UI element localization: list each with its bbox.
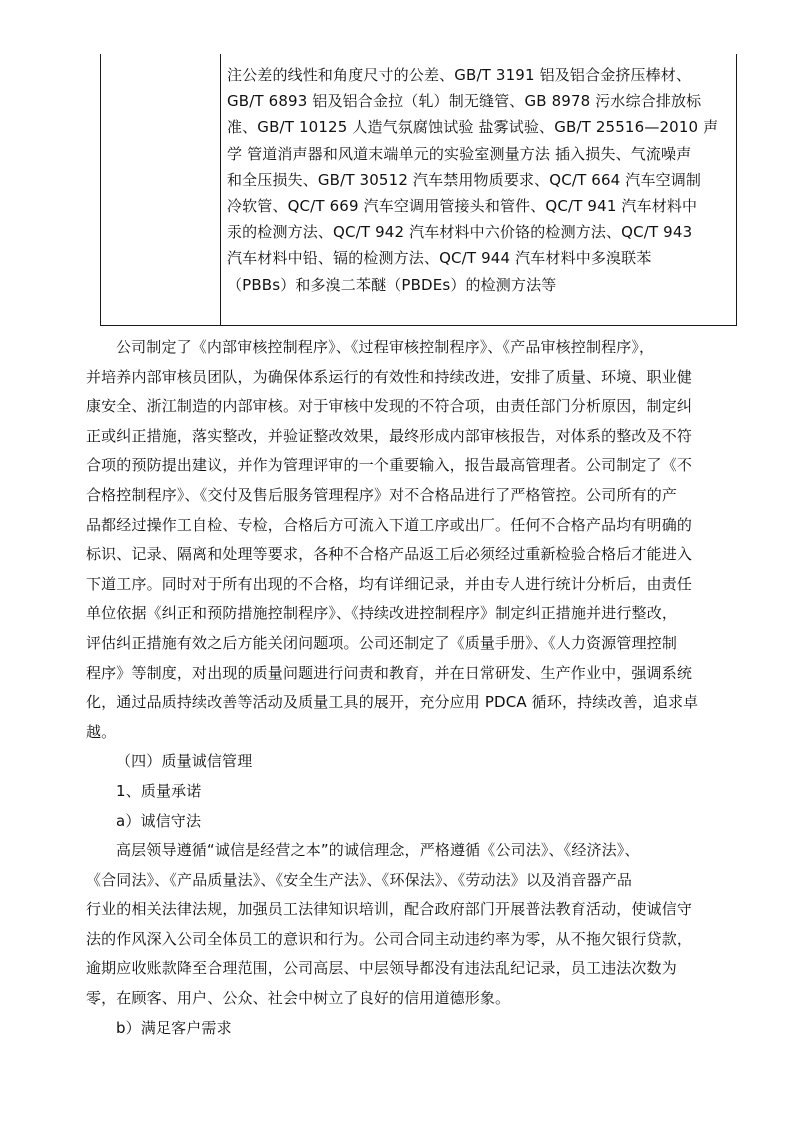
table-column-divider (220, 54, 221, 325)
body-text-line: 下道工序。同时对于所有出现的不合格，均有详细记录，并由专人进行统计分析后，由责任 (86, 574, 693, 593)
table-right-cell (227, 62, 732, 298)
table-cell-line: （PBBs）和多溴二苯醚（PBDEs）的检测方法等 (227, 275, 557, 294)
body-text-line: 程序》等制度，对出现的质量问题进行问责和教育，并在日常研发、生产作业中，强调系统 (86, 663, 693, 682)
table-cell-line: 和全压损失、GB/T 30512 汽车禁用物质要求、QC/T 664 汽车空调制 (227, 170, 702, 189)
body-text-line: 合项的预防提出建议，并作为管理评审的一个重要输入，报告最高管理者。公司制定了《不 (86, 456, 693, 475)
body-text-line: 品都经过操作工自检、专检，合格后方可流入下道工序或出厂。任何不合格产品均有明确的 (86, 515, 693, 534)
table-cell-line: 汽车材料中铅、镉的检测方法、QC/T 944 汽车材料中多溴联苯 (227, 249, 652, 268)
table-cell-line: 冷软管、QC/T 669 汽车空调用管接头和管件、QC/T 941 汽车材料中 (227, 197, 698, 216)
body-text-line: 越。 (86, 722, 117, 741)
body-text-line: b）满足客户需求 (116, 1018, 232, 1037)
table-cell-line: 准、GB/T 10125 人造气氛腐蚀试验 盐雾试验、GB/T 25516—2010 声 (227, 118, 719, 137)
body-text-line: 《合同法》、《产品质量法》、《安全生产法》、《环保法》、《劳动法》以及消音器产品 (86, 870, 633, 889)
table-cell-line: 注公差的线性和角度尺寸的公差、GB/T 3191 铝及铝合金挤压棒材、 (227, 66, 692, 84)
body-text-line: 化，通过品质持续改善等活动及质量工具的展开，充分应用 PDCA 循环，持续改善，追求卓 (86, 693, 699, 712)
body-text-line: 法的作风深入公司全体员工的意识和行为。公司合同主动违约率为零，从不拖欠银行贷款， (86, 929, 693, 948)
body-text-line: 评估纠正措施有效之后方能关闭问题项。公司还制定了《质量手册》、《人力资源管理控制 (86, 633, 678, 652)
body-text-line: 单位依据《纠正和预防措施控制程序》、《持续改进控制程序》制定纠正措施并进行整改， (86, 604, 678, 623)
body-text-line: 正或纠正措施，落实整改，并验证整改效果，最终形成内部审核报告，对体系的整改及不符 (86, 426, 693, 445)
table-cell-line: 汞的检测方法、QC/T 942 汽车材料中六价铬的检测方法、QC/T 943 (227, 223, 693, 242)
table-cell-line: 学 管道消声器和风道末端单元的实验室测量方法 插入损失、气流噪声 (227, 144, 692, 163)
body-text (86, 333, 726, 1043)
body-text-line: （四）质量诚信管理 (116, 752, 253, 771)
body-text-line: 高层领导遵循“诚信是经营之本”的诚信理念，严格遵循《公司法》、《经济法》、 (116, 841, 640, 860)
body-text-line: 逾期应收账款降至合理范围，公司高层、中层领导都没有违法乱纪记录，员工违法次数为 (86, 959, 677, 978)
table-cell-line: GB/T 6893 铝及铝合金拉（轧）制无缝管、GB 8978 污水综合排放标 (227, 92, 702, 111)
body-text-line: 康安全、浙江制造的内部审核。对于审核中发现的不符合项，由责任部门分析原因，制定纠 (86, 397, 693, 416)
body-text-line: 并培养内部审核员团队，为确保体系运行的有效性和持续改进，安排了质量、环境、职业健 (86, 367, 693, 386)
body-text-line: 标识、记录、隔离和处理等要求，各种不合格产品返工后必须经过重新检验合格后才能进入 (86, 545, 693, 564)
body-text-line: 行业的相关法律法规，加强员工法律知识培训，配合政府部门开展普法教育活动，使诚信守 (86, 900, 693, 919)
body-text-line: 1、质量承诺 (116, 781, 202, 800)
body-text-line: 零，在顾客、用户、公众、社会中树立了良好的信用道德形象。 (86, 989, 511, 1008)
body-text-line: 合格控制程序》、《交付及售后服务管理程序》对不合格品进行了严格管控。公司所有的产 (86, 485, 678, 504)
standards-table-fragment (100, 54, 737, 326)
body-text-line: a）诚信守法 (116, 811, 202, 830)
body-text-line: 公司制定了《内部审核控制程序》、《过程审核控制程序》、《产品审核控制程序》， (116, 338, 655, 356)
